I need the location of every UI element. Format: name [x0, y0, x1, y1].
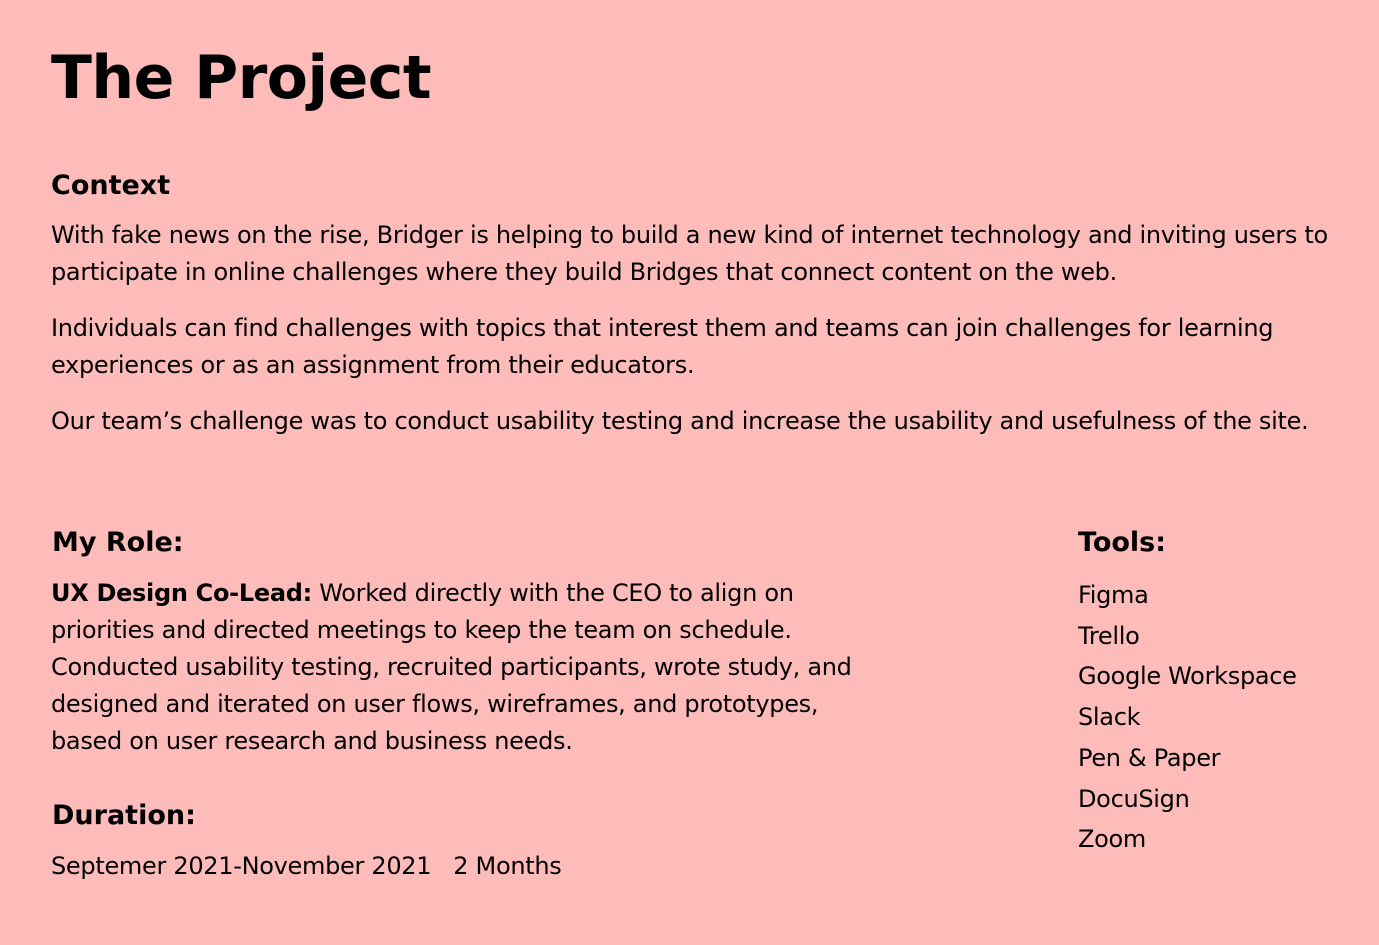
duration-text [51, 848, 561, 885]
context-paragraph: With fake news on the rise, Bridger is helping to build a new kind of internet technology and inviting users to participate in online challenges where they build Bridges that connect content on the web. [51, 221, 1328, 286]
duration-dates: Septemer 2021-November 2021 [51, 852, 432, 880]
role-details: Worked directly with the CEO to align on priorities and directed meetings to keep the team on schedule. Conducted usability testing, recruited participants, wrote study, and designed and iterated on user flows, wireframes, and prototypes, based on user research and business needs. [51, 579, 852, 755]
duration-length: 2 Months [453, 852, 562, 880]
page-title: The Project [51, 43, 432, 113]
role-title: UX Design Co-Lead: [51, 579, 312, 607]
role-heading: My Role: [52, 527, 184, 558]
tool-item-zoom: Zoom [1078, 825, 1146, 854]
role-description [51, 575, 881, 760]
duration-heading: Duration: [52, 800, 196, 831]
context-paragraph: Individuals can find challenges with topics that interest them and teams can join challenges for learning experiences or as an assignment from their educators. [51, 314, 1274, 379]
tools-heading: Tools: [1078, 527, 1167, 558]
tool-item-slack: Slack [1078, 703, 1141, 732]
tool-item-google-workspace: Google Workspace [1078, 662, 1297, 691]
tool-item-trello: Trello [1078, 621, 1140, 650]
tool-item-pen-paper: Pen & Paper [1078, 743, 1221, 772]
context-paragraph: Our team’s challenge was to conduct usability testing and increase the usability and usefulness of the site. [51, 407, 1309, 435]
tools-list [1078, 575, 1297, 860]
tool-item-figma: Figma [1078, 581, 1149, 609]
tool-item-docusign: DocuSign [1078, 784, 1190, 813]
context-heading: Context [51, 170, 171, 201]
